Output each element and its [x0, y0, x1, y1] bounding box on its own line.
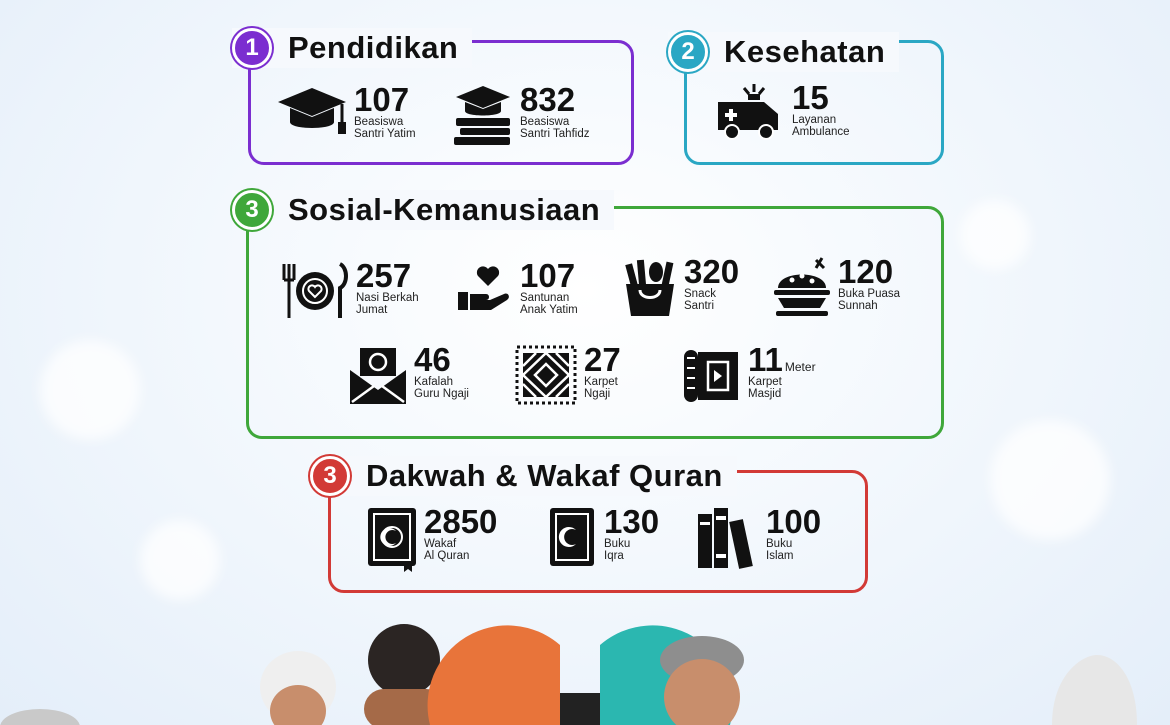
stat-value: 100: [766, 503, 822, 540]
section-number-badge: 1: [232, 28, 272, 68]
stat-buku-islam: [696, 503, 822, 570]
carpet-roll-icon: [682, 344, 742, 406]
stat-value: 130: [604, 503, 660, 540]
cap-on-books-icon: [452, 84, 514, 146]
stat-label: Santri Yatim: [354, 128, 416, 140]
stat-label: Karpet: [584, 376, 618, 388]
children-photo-strip: [0, 615, 1170, 725]
stat-label: Ambulance: [792, 126, 850, 138]
plate-cutlery-icon: [280, 260, 350, 322]
stat-label: Buka Puasa: [838, 288, 901, 300]
stat-label: Masjid: [748, 388, 782, 400]
stat-label: Sunnah: [838, 300, 878, 312]
food-bowl-icon: [772, 256, 832, 318]
stat-value: 257: [356, 257, 412, 294]
stat-label: Buku: [766, 538, 793, 550]
stat-karpet-masjid: [682, 341, 816, 406]
stat-value: 120: [838, 253, 894, 290]
stat-label: Layanan: [792, 114, 837, 126]
stat-label: Wakaf: [424, 538, 457, 550]
stat-label: Jumat: [356, 304, 388, 316]
graduation-cap-icon: [276, 84, 348, 142]
stat-label: Kafalah: [414, 376, 454, 388]
stat-value: 2850: [424, 503, 498, 540]
stat-beasiswa-santri-tahfidz: [452, 81, 590, 146]
background-bokeh: [990, 420, 1110, 540]
section-title: Pendidikan: [288, 30, 459, 65]
section-number-badge: 3: [310, 456, 350, 496]
background-bokeh: [140, 520, 220, 600]
section-title: Sosial-Kemanusiaan: [288, 192, 601, 227]
stat-label: Guru Ngaji: [414, 388, 469, 400]
stat-snack-santri: [622, 253, 740, 318]
stat-label: Islam: [766, 550, 794, 562]
stat-label: Anak Yatim: [520, 304, 578, 316]
stat-label: Santunan: [520, 292, 570, 304]
section-number-badge: 2: [668, 32, 708, 72]
quran-book-icon: [366, 506, 418, 572]
section-sosial-header: [232, 190, 614, 230]
stat-value: 107: [354, 81, 410, 118]
hand-heart-icon: [456, 260, 514, 316]
stat-value: 320: [684, 253, 740, 290]
stat-label: Snack: [684, 288, 716, 300]
stat-value: 107: [520, 257, 576, 294]
section-kesehatan-header: [668, 32, 899, 72]
stat-beasiswa-santri-yatim: [276, 81, 416, 142]
stat-label: Ngaji: [584, 388, 611, 400]
section-title: Kesehatan: [724, 34, 886, 69]
stat-label: Iqra: [604, 550, 624, 562]
stat-kafalah-guru-ngaji: [348, 341, 469, 406]
stat-label: Buku: [604, 538, 631, 550]
stat-layanan-ambulance: [714, 79, 850, 142]
background-bokeh: [960, 200, 1030, 270]
stat-value: 15: [792, 79, 829, 116]
stat-santunan-anak-yatim: [456, 257, 578, 316]
stat-value: 46: [414, 341, 451, 378]
background-bokeh: [40, 340, 140, 440]
section-dakwah-header: [310, 456, 737, 496]
section-pendidikan-header: [232, 28, 472, 68]
snack-bag-icon: [622, 256, 678, 318]
carpet-pattern-icon: [514, 344, 578, 406]
iqra-book-icon: [548, 506, 598, 570]
stat-label: Beasiswa: [520, 116, 570, 128]
stat-label: Beasiswa: [354, 116, 404, 128]
stat-value: 27: [584, 341, 621, 378]
ambulance-icon: [714, 82, 786, 142]
stat-label: Karpet: [748, 376, 782, 388]
stat-label: Santri Tahfidz: [520, 128, 590, 140]
stat-value: 832: [520, 81, 576, 118]
stat-label: Nasi Berkah: [356, 292, 419, 304]
section-number-badge: 3: [232, 190, 272, 230]
stat-buka-puasa-sunnah: [772, 253, 901, 318]
stat-karpet-ngaji: [514, 341, 621, 406]
money-envelope-icon: [348, 344, 408, 406]
stat-label: Santri: [684, 300, 715, 312]
stat-label: Al Quran: [424, 550, 470, 562]
stat-wakaf-al-quran: [366, 503, 498, 572]
books-stack-icon: [696, 506, 760, 570]
section-title: Dakwah & Wakaf Quran: [366, 458, 723, 493]
stat-buku-iqra: [548, 503, 660, 570]
stat-unit: Meter: [784, 360, 816, 374]
stat-value: 11: [748, 341, 783, 378]
stat-nasi-berkah-jumat: [280, 257, 419, 322]
